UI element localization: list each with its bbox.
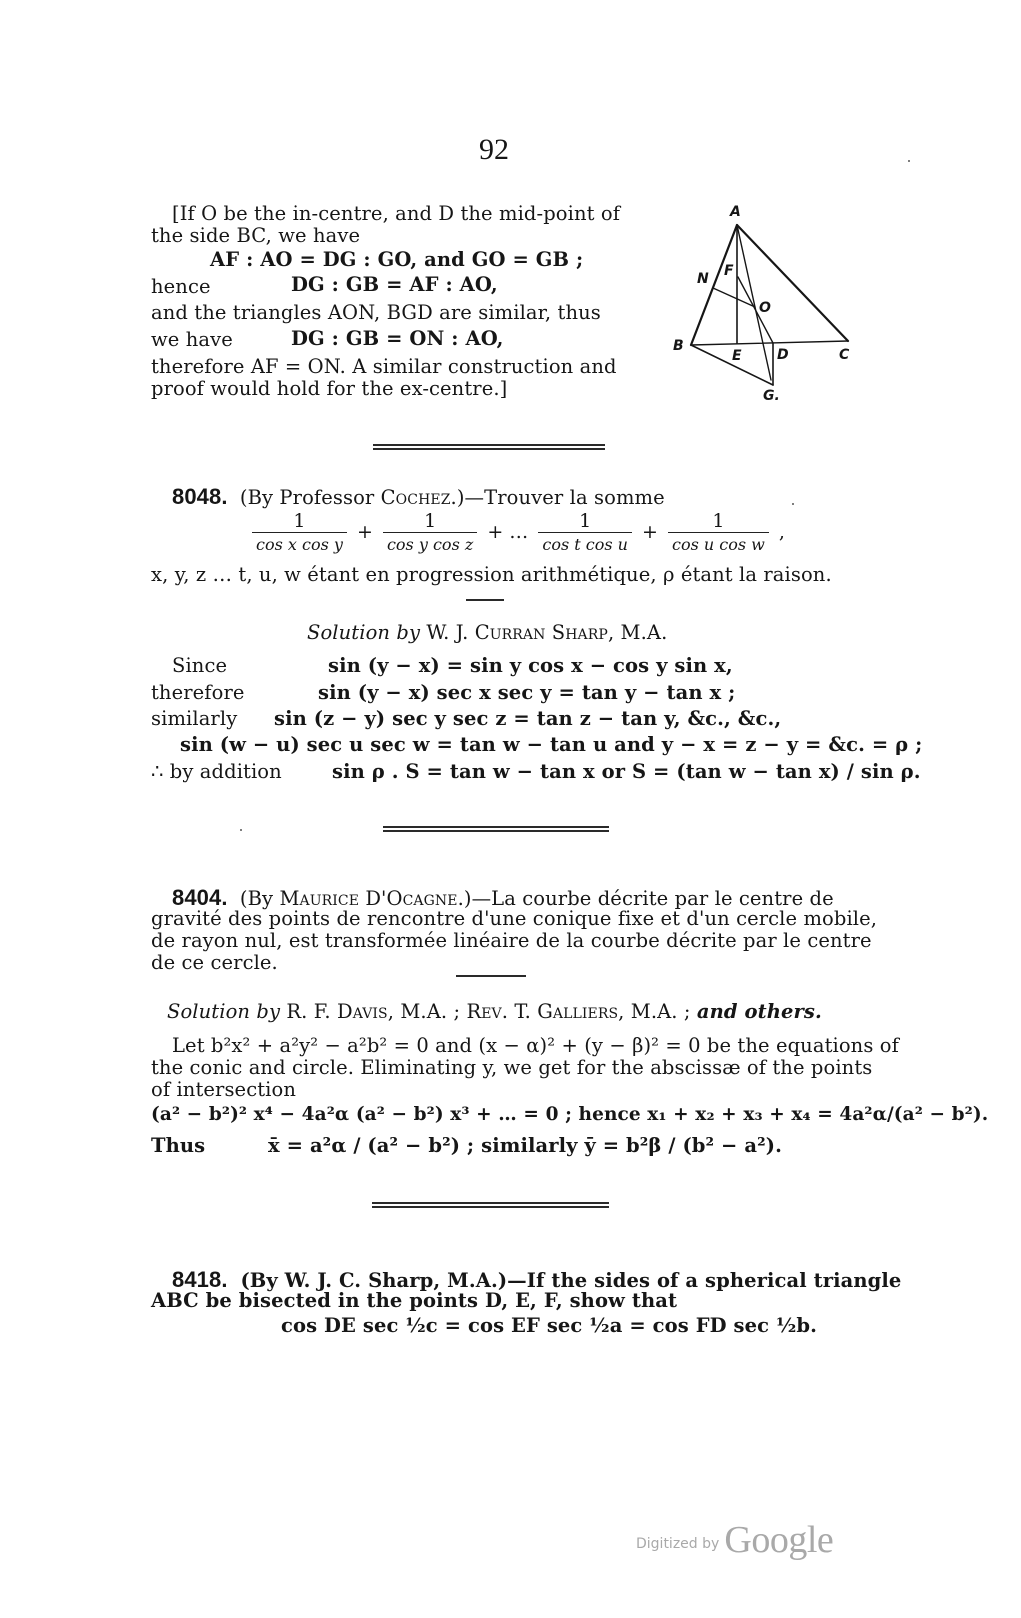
solution-8404-line: the conic and circle. Eliminating y, we get for the abscissæ of the points <box>151 1056 873 1079</box>
problem-number: 8404. <box>172 885 228 910</box>
solution-equation: sin (y − x) = sin y cos x − cos y sin x, <box>328 654 733 677</box>
label-E: E <box>732 348 742 364</box>
problem-8404-line: gravité des points de rencontre d'une conique fixe et d'un cercle mobile, <box>151 907 878 930</box>
section-separator-3 <box>372 1202 609 1208</box>
triangle-figure <box>640 195 850 405</box>
operator: + … <box>487 521 529 543</box>
operator: + <box>356 521 373 543</box>
short-rule <box>466 599 504 601</box>
solution-equation: sin (w − u) sec u sec w = tan w − tan u and y − x = z − y = &c. = ρ ; <box>180 733 923 756</box>
problem-8048-header <box>172 484 665 510</box>
section-separator-2 <box>383 826 609 832</box>
problem-8404-header: 8404. (By Maurice D'Ocagne.)—La courbe décrite par le centre de <box>172 885 834 910</box>
series-expression <box>248 510 785 554</box>
solution-8404-line: Let b²x² + a²y² − a²b² = 0 and (x − α)² + (y − β)² = 0 be the equations of <box>172 1034 899 1057</box>
print-speck <box>908 160 910 162</box>
byline-prefix: (By Professor <box>239 486 381 509</box>
label-O: O <box>759 300 771 316</box>
fraction-4: $\frac{1}{\text{cos u cos w}}$ <box>668 510 769 554</box>
short-rule <box>456 975 526 977</box>
section-separator-1 <box>373 444 605 450</box>
problem-8404-line: de ce cercle. <box>151 951 278 974</box>
solution-lead: therefore <box>151 681 245 704</box>
note-equation-1: AF : AO = DG : GO, and GO = GB ; <box>210 248 584 271</box>
solution-lead: ∴ by addition <box>151 760 282 783</box>
problem-8418-header: 8418. (By W. J. C. Sharp, M.A.)—If the sides of a spherical triangle <box>172 1267 902 1292</box>
solution-lead: Since <box>172 654 228 677</box>
solution-lead: similarly <box>151 707 238 730</box>
note-line-3: and the triangles AON, BGD are similar, thus <box>151 301 601 324</box>
digitized-watermark <box>636 1518 833 1562</box>
fraction-2: $\frac{1}{\text{cos y cos z}}$ <box>383 510 477 554</box>
solution-8404-line: of intersection <box>151 1078 296 1101</box>
note-equation-3: DG : GB = ON : AO, <box>291 327 504 350</box>
solution-8404-byline: Solution by R. F. Davis, M.A. ; Rev. T. Galliers, M.A. ; and others. <box>167 1000 822 1023</box>
note-line-1: [If O be the in-centre, and D the mid-point of <box>172 202 621 225</box>
problem-number: 8048. <box>172 484 228 509</box>
label-A: A <box>730 204 741 220</box>
fraction-3: $\frac{1}{\text{cos t cos u}}$ <box>538 510 632 554</box>
line-BC <box>691 341 848 345</box>
solution-8404-result: x̄ = a²α / (a² − b²) ; similarly ȳ = b²β / (b² − a²). <box>268 1134 782 1157</box>
author-name: Maurice D'Ocagne <box>279 887 458 910</box>
print-speck <box>792 503 794 505</box>
problem-number: 8418. <box>172 1267 228 1292</box>
label-F: F <box>724 263 734 279</box>
author-name: Cochez <box>380 486 451 509</box>
note-line-5: proof would hold for the ex-centre.] <box>151 377 508 400</box>
fraction-1: $\frac{1}{\text{cos x cos y}}$ <box>252 510 347 554</box>
note-lead-hence: hence <box>151 275 211 298</box>
problem-8418-formula: cos DE sec ½c = cos EF sec ½a = cos FD sec ½b. <box>281 1314 818 1337</box>
problem-8418-line: ABC be bisected in the points D, E, F, show that <box>151 1289 678 1312</box>
problem-8404-line: de rayon nul, est transformée linéaire de la courbe décrite par le centre <box>151 929 872 952</box>
note-lead-we-have: we have <box>151 328 233 351</box>
label-B: B <box>673 338 684 354</box>
solution-8404-lead: Thus <box>151 1134 206 1157</box>
label-D: D <box>777 347 789 363</box>
solution-equation: sin (z − y) sec y sec z = tan z − tan y, &c., &c., <box>274 707 782 730</box>
solution-equation: sin ρ . S = tan w − tan x or S = (tan w − tan x) / sin ρ. <box>332 760 921 783</box>
print-speck <box>240 829 242 831</box>
label-G: G. <box>763 388 780 404</box>
problem-8048-condition: x, y, z … t, u, w étant en progression arithmétique, ρ étant la raison. <box>151 563 832 586</box>
byline-suffix: .)—Trouver la somme <box>450 486 665 509</box>
note-line-2: the side BC, we have <box>151 224 361 247</box>
operator: + <box>642 521 658 543</box>
solution-equation: sin (y − x) sec x sec y = tan y − tan x ; <box>318 681 736 704</box>
note-equation-2: DG : GB = AF : AO, <box>291 273 498 296</box>
watermark-prefix: Digitized by <box>636 1536 720 1552</box>
page-number: 92 <box>479 133 509 166</box>
solution-8048-byline: Solution by W. J. Curran Sharp, M.A. <box>307 621 668 644</box>
label-C: C <box>839 347 850 363</box>
solution-8404-equation: (a² − b²)² x⁴ − 4a²α (a² − b²) x³ + … = 0 ; hence x₁ + x₂ + x₃ + x₄ = 4a²α/(a² − b²). <box>151 1104 989 1125</box>
note-line-4: therefore AF = ON. A similar construction and <box>151 355 617 378</box>
line-AC <box>737 225 848 341</box>
google-logo: Google <box>724 1519 834 1561</box>
label-N: N <box>697 271 709 287</box>
operator: , <box>778 521 785 543</box>
